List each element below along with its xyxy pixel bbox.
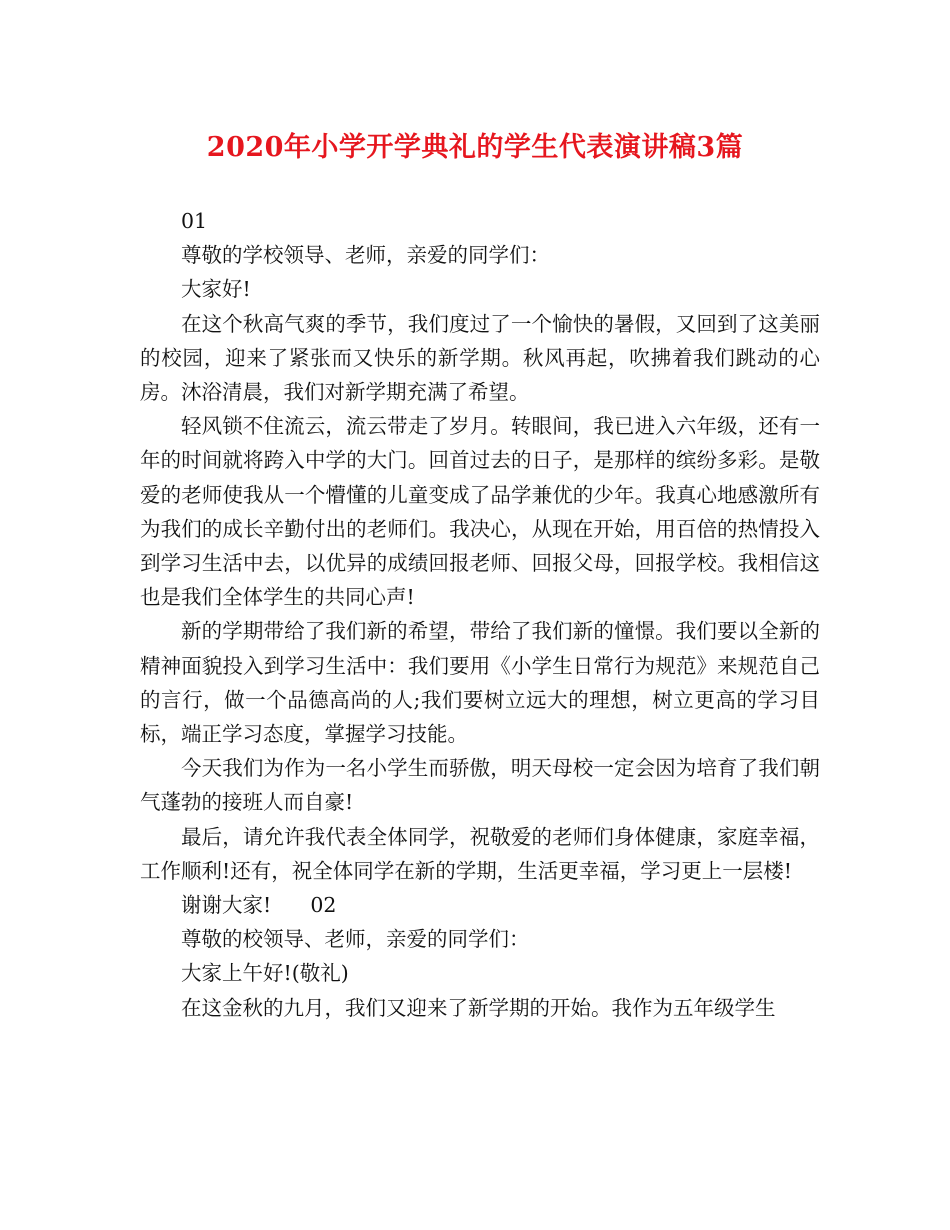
body-paragraph: 新的学期带给了我们新的希望，带给了我们新的憧憬。我们要以全新的精神面貌投入到学习生活中：我们要用《小学生日常行为规范》来规范自己的言行，做一个品德高尚的人;我们要树立远大的理想，树立更高的学习目标，端正学习态度，掌握学习技能。 [140,619,820,747]
salutation: 尊敬的校领导、老师，亲爱的同学们： [181,927,530,952]
body-paragraph: 在这金秋的九月，我们又迎来了新学期的开始。我作为五年级学生 [181,995,776,1020]
salutation: 尊敬的学校领导、老师，亲爱的同学们： [181,243,550,268]
document-title: 2020年小学开学典礼的学生代表演讲稿3篇 [206,132,744,163]
body-paragraph: 最后，请允许我代表全体同学，祝敬爱的老师们身体健康，家庭幸福，工作顺利!还有，祝全体同学在新的学期，生活更幸福，学习更上一层楼! [140,824,820,883]
greeting: 大家好! [181,277,251,302]
greeting: 大家上午好!(敬礼) [181,961,349,986]
body-paragraph: 今天我们为作为一名小学生而骄傲，明天母校一定会因为培育了我们朝气蓬勃的接班人而自豪! [140,756,820,815]
body-paragraph: 在这个秋高气爽的季节，我们度过了一个愉快的暑假，又回到了这美丽的校园，迎来了紧张而又快乐的新学期。秋风再起，吹拂着我们跳动的心房。沐浴清晨，我们对新学期充满了希望。 [140,311,820,405]
section-number-01: 01 [181,209,208,233]
closing-and-section-02: 谢谢大家! 02 [181,893,337,918]
document-body [140,204,820,1025]
body-paragraph: 轻风锁不住流云，流云带走了岁月。转眼间，我已进入六年级，还有一年的时间就将跨入中学的大门。回首过去的日子，是那样的缤纷多彩。是敬爱的老师使我从一个懵懂的儿童变成了品学兼优的少年。我真心地感激所有为我们的成长辛勤付出的老师们。我决心，从现在开始，用百倍的热情投入到学习生活中去，以优异的成绩回报老师、回报父母，回报学校。我相信这也是我们全体学生的共同心声! [140,414,820,610]
